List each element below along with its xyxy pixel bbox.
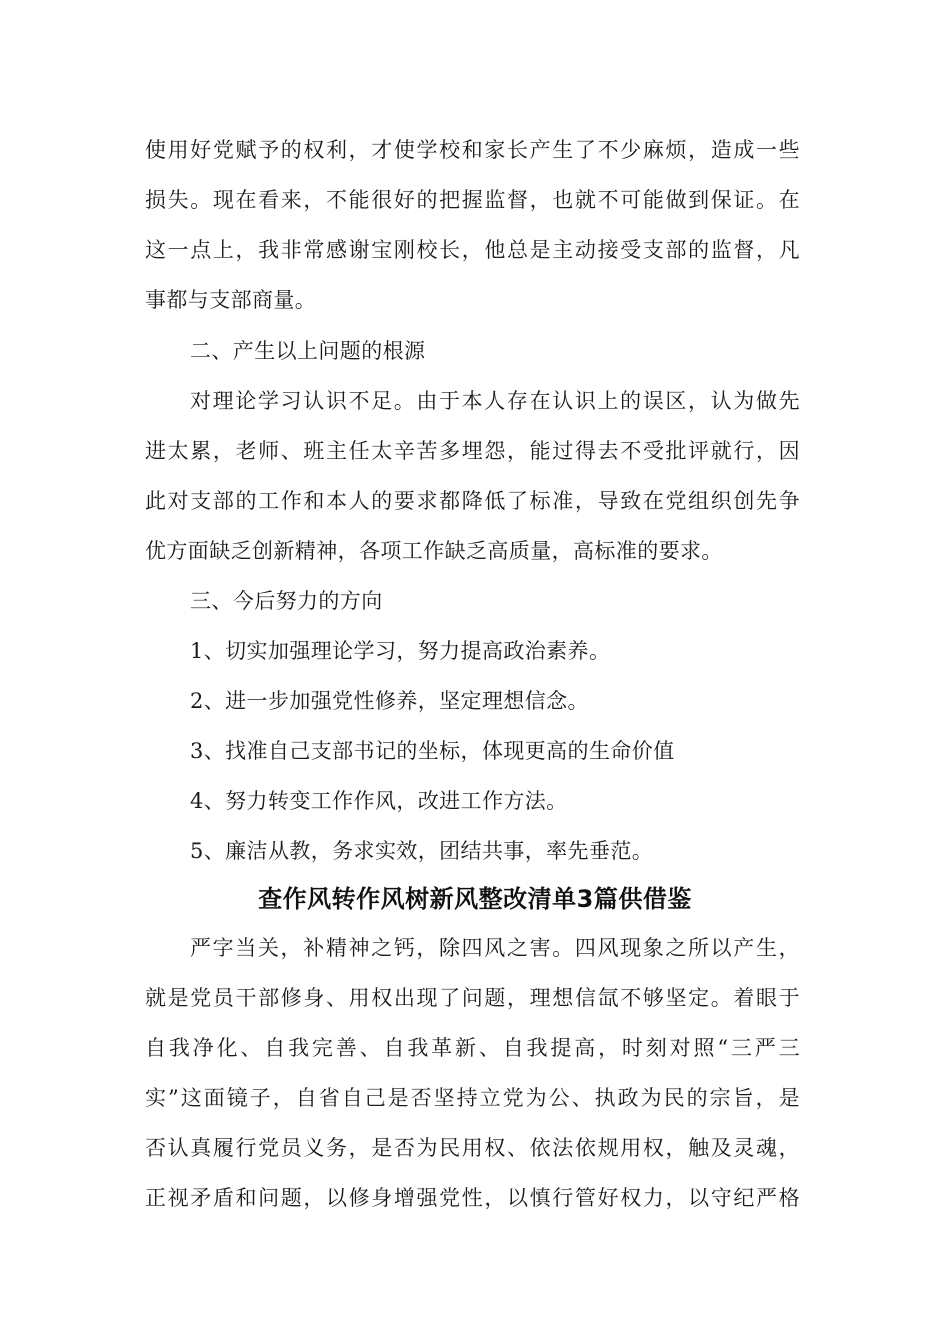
paragraph-line: 正视矛盾和问题，以修身增强党性，以慎行管好权力，以守纪严格 xyxy=(145,1186,800,1210)
paragraph-line: 否认真履行党员义务，是否为民用权、依法依规用权，触及灵魂， xyxy=(145,1136,800,1160)
list-item: 2、进一步加强党性修养，坚定理想信念。 xyxy=(190,689,589,713)
paragraph-line: 严字当关，补精神之钙，除四风之害。四风现象之所以产生， xyxy=(190,936,800,960)
section-heading: 二、产生以上问题的根源 xyxy=(190,339,426,363)
paragraph-line: 此对支部的工作和本人的要求都降低了标准，导致在党组织创先争 xyxy=(145,489,800,513)
paragraph-line: 损失。现在看来，不能很好的把握监督，也就不可能做到保证。在 xyxy=(145,188,800,212)
paragraph-line: 优方面缺乏创新精神，各项工作缺乏高质量，高标准的要求。 xyxy=(145,539,723,563)
list-item: 4、努力转变工作作风，改进工作方法。 xyxy=(190,789,568,813)
list-item: 3、找准自己支部书记的坐标，体现更高的生命价值 xyxy=(190,739,675,763)
paragraph-line: 实”这面镜子，自省自己是否坚持立党为公、执政为民的宗旨，是 xyxy=(145,1086,800,1110)
list-item: 5、廉洁从教，务求实效，团结共事，率先垂范。 xyxy=(190,839,654,863)
paragraph-line: 就是党员干部修身、用权出现了问题，理想信氙不够坚定。着眼于 xyxy=(145,986,800,1010)
paragraph-line: 事都与支部商量。 xyxy=(145,288,317,312)
section-heading: 三、今后努力的方向 xyxy=(190,589,383,613)
paragraph-line: 这一点上，我非常感谢宝刚校长，他总是主动接受支部的监督，凡 xyxy=(145,238,800,262)
paragraph-line: 进太累，老师、班主任太辛苦多埋怨，能过得去不受批评就行，因 xyxy=(145,439,800,463)
section-title: 查作风转作风树新风整改清单3篇供借鉴 xyxy=(258,885,692,913)
list-item: 1、切实加强理论学习，努力提高政治素养。 xyxy=(190,639,611,663)
paragraph-line: 自我净化、自我完善、自我革新、自我提高，时刻对照“三严三 xyxy=(145,1036,800,1060)
paragraph-line: 对理论学习认识不足。由于本人存在认识上的误区，认为做先 xyxy=(190,389,800,413)
paragraph-line: 使用好党赋予的权利，才使学校和家长产生了不少麻烦，造成一些 xyxy=(145,138,800,162)
